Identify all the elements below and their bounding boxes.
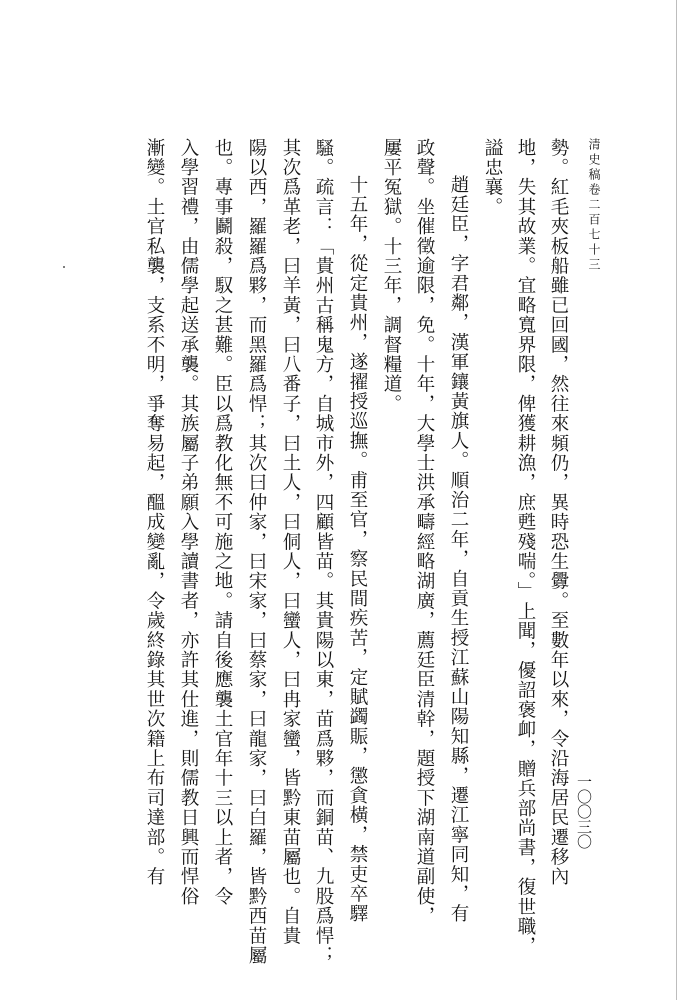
text-column: 也。專事鬬殺，馭之甚難。臣以爲教化無不可施之地。請自後應襲土官年十三以上者，令 bbox=[212, 138, 233, 907]
text-column: 屢平冤獄。十三年，調督糧道。 bbox=[381, 138, 402, 414]
text-column: 騷。疏言：「貴州古稱鬼方，自城市外，四顧皆苗。其貴陽以東，苗爲夥，而銅苗、九股爲悍； bbox=[313, 138, 334, 966]
text-column: 十五年，從定貴州，遂擢授巡撫。甫至官，察民間疾苦，定賦蠲賑，懲貪橫，禁吏卒驛 bbox=[347, 175, 368, 924]
running-title: 清史稿卷二百七十三 bbox=[587, 138, 601, 273]
text-column: 勢。紅毛夾板船雖已回國，然往來頻仍，異時恐生釁。至數年以來，令沿海居民遷移內 bbox=[548, 138, 569, 887]
text-column: 政聲。坐催徵逾限，免。十年，大學士洪承疇經略湖廣，薦廷臣清幹，題授下湖南道副使， bbox=[414, 138, 435, 926]
text-column: 入學習禮，由儒學起送承襲。其族屬子弟願入學讀書者，亦許其仕進，則儒教日興而悍俗 bbox=[178, 138, 199, 907]
text-column: 謚忠襄。 bbox=[482, 138, 503, 217]
paper-speck bbox=[63, 266, 65, 268]
page-gutter-line bbox=[676, 0, 677, 1000]
text-column: 漸變。土官私襲，支系不明，爭奪易起，醞成變亂，令歲終錄其世次籍上布司達部。有 bbox=[144, 138, 165, 887]
text-column: 其次爲革老，曰羊黃，曰八番子，曰土人，曰侗人，曰蠻人，曰冉家蠻，皆黔東苗屬也。自貴 bbox=[280, 138, 301, 946]
text-column: 地，失其故業。宜略寬界限，俾獲耕漁，庶甦殘喘。」上聞，優詔褒卹，贈兵部尚書，復世職， bbox=[515, 138, 536, 957]
page-number: 一〇〇三〇 bbox=[575, 774, 593, 849]
text-column: 陽以西，羅羅爲夥，而黑羅爲悍；其次曰仲家，曰宋家，曰蔡家，曰龍家，曰白羅，皆黔西苗屬 bbox=[246, 138, 267, 966]
text-column: 趙廷臣，字君鄰，漢軍鑲黃旗人。順治二年，自貢生授江蘇山陽知縣，遷江寧同知，有 bbox=[448, 175, 469, 924]
